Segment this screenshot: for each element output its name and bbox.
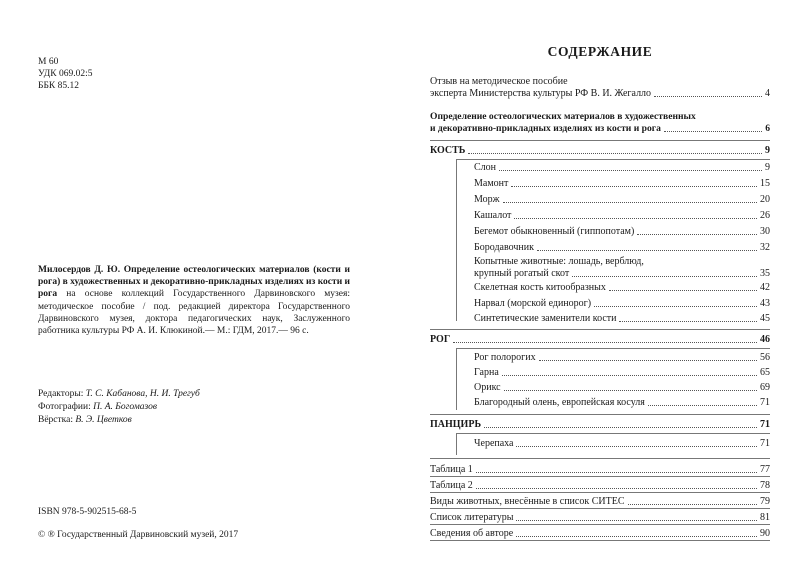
section-subrule	[456, 433, 770, 434]
toc-entry-red-deer[interactable]: Благородный олень, европейская косуля 71	[474, 397, 770, 408]
credit-editors: Редакторы: Т. С. Кабанова, Н. И. Трегуб	[38, 389, 200, 399]
toc-entry-table-2[interactable]: Таблица 2 78	[430, 480, 770, 491]
classification-codes	[38, 56, 92, 92]
toc-entry-mammoth[interactable]: Мамонт 15	[474, 178, 770, 189]
biblio-text: на основе коллекций Государственного Дарвиновского музея: методическое пособие / под. редакцией директора Государственного Дарвиновского музея, доктора педагогических наук, Заслуженного работника культуры РФ А. И. Клюкиной.— М.: ГДМ, 2017.— 96 с.	[38, 289, 350, 337]
toc-entry-hippo[interactable]: Бегемот обыкновенный (гиппопотам) 30	[474, 226, 770, 237]
toc-title: СОДЕРЖАНИЕ	[547, 44, 653, 59]
section-subrule	[456, 159, 770, 160]
toc-entry-turtle[interactable]: Черепаха 71	[474, 438, 770, 449]
section-bracket	[456, 159, 457, 321]
toc-entry-author-info[interactable]: Сведения об авторе 90	[430, 528, 770, 539]
row-divider	[430, 492, 770, 493]
section-divider	[430, 458, 770, 459]
toc-entry-ungulates[interactable]: Копытные животные: лошадь, верблюд, крупный рогатый скот 35	[474, 256, 770, 279]
toc-entry-sperm-whale[interactable]: Кашалот 26	[474, 210, 770, 221]
toc-entry-table-1[interactable]: Таблица 1 77	[430, 464, 770, 475]
credit-layout: Вёрстка: В. Э. Цветков	[38, 415, 132, 425]
toc-entry-intro[interactable]: Определение остеологических материалов в художественных и декоративно-прикладных изделиях из кости и рога 6	[430, 111, 770, 134]
copyright: © ® Государственный Дарвиновский музей, 2017	[38, 530, 239, 540]
toc-entry-walrus[interactable]: Морж 20	[474, 194, 770, 205]
toc-page-number: 4	[765, 88, 770, 99]
toc-page-number: 71	[760, 419, 770, 430]
credits	[38, 388, 200, 427]
toc-entry-oryx[interactable]: Орикс 69	[474, 382, 770, 393]
section-bracket	[456, 348, 457, 410]
toc-entry-garna[interactable]: Гарна 65	[474, 367, 770, 378]
toc-page-number: 6	[765, 123, 770, 134]
section-subrule	[456, 348, 770, 349]
toc-section-pantsir[interactable]: ПАНЦИРЬ 71	[430, 419, 770, 430]
section-divider	[430, 140, 770, 141]
author-mark: М 60	[38, 57, 59, 67]
biblio-title: Милосердов Д. Ю. Определение остеологических материалов (кости и рога) в художественных и декоративно-прикладных изделиях из кости и рога	[38, 265, 351, 300]
credit-photos: Фотографии: П. А. Богомазов	[38, 402, 157, 412]
section-divider	[430, 329, 770, 330]
toc-entry-bovid-horn[interactable]: Рог полорогих 56	[474, 352, 770, 363]
toc-page-number: 9	[765, 145, 770, 156]
toc-entry-cites[interactable]: Виды животных, внесённые в список СИТЕС 79	[430, 496, 770, 507]
bibliographic-record	[38, 264, 350, 337]
row-divider	[430, 508, 770, 509]
toc-page-number: 46	[760, 334, 770, 345]
toc-section-rog[interactable]: РОГ 46	[430, 334, 770, 345]
row-divider	[430, 476, 770, 477]
row-divider	[430, 540, 770, 541]
toc-entry-whale-bone[interactable]: Скелетная кость китообразных 42	[474, 282, 770, 293]
section-divider	[430, 414, 770, 415]
section-bracket	[456, 433, 457, 455]
udk-code: УДК 069.02:5	[38, 69, 93, 79]
toc-entry-elephant[interactable]: Слон 9	[474, 162, 770, 173]
toc-section-kost[interactable]: КОСТЬ 9	[430, 145, 770, 156]
toc-entry-synthetic[interactable]: Синтетические заменители кости 45	[474, 313, 770, 324]
bbk-code: ББК 85.12	[38, 81, 79, 91]
row-divider	[430, 524, 770, 525]
toc-entry-literature[interactable]: Список литературы 81	[430, 512, 770, 523]
isbn: ISBN 978-5-902515-68-5	[38, 507, 137, 517]
toc-entry-warthog[interactable]: Бородавочник 32	[474, 242, 770, 253]
toc-entry-review[interactable]: Отзыв на методическое пособие эксперта Министерства культуры РФ В. И. Жегалло 4	[430, 76, 770, 99]
toc-entry-narwhal[interactable]: Нарвал (морской единорог) 43	[474, 298, 770, 309]
